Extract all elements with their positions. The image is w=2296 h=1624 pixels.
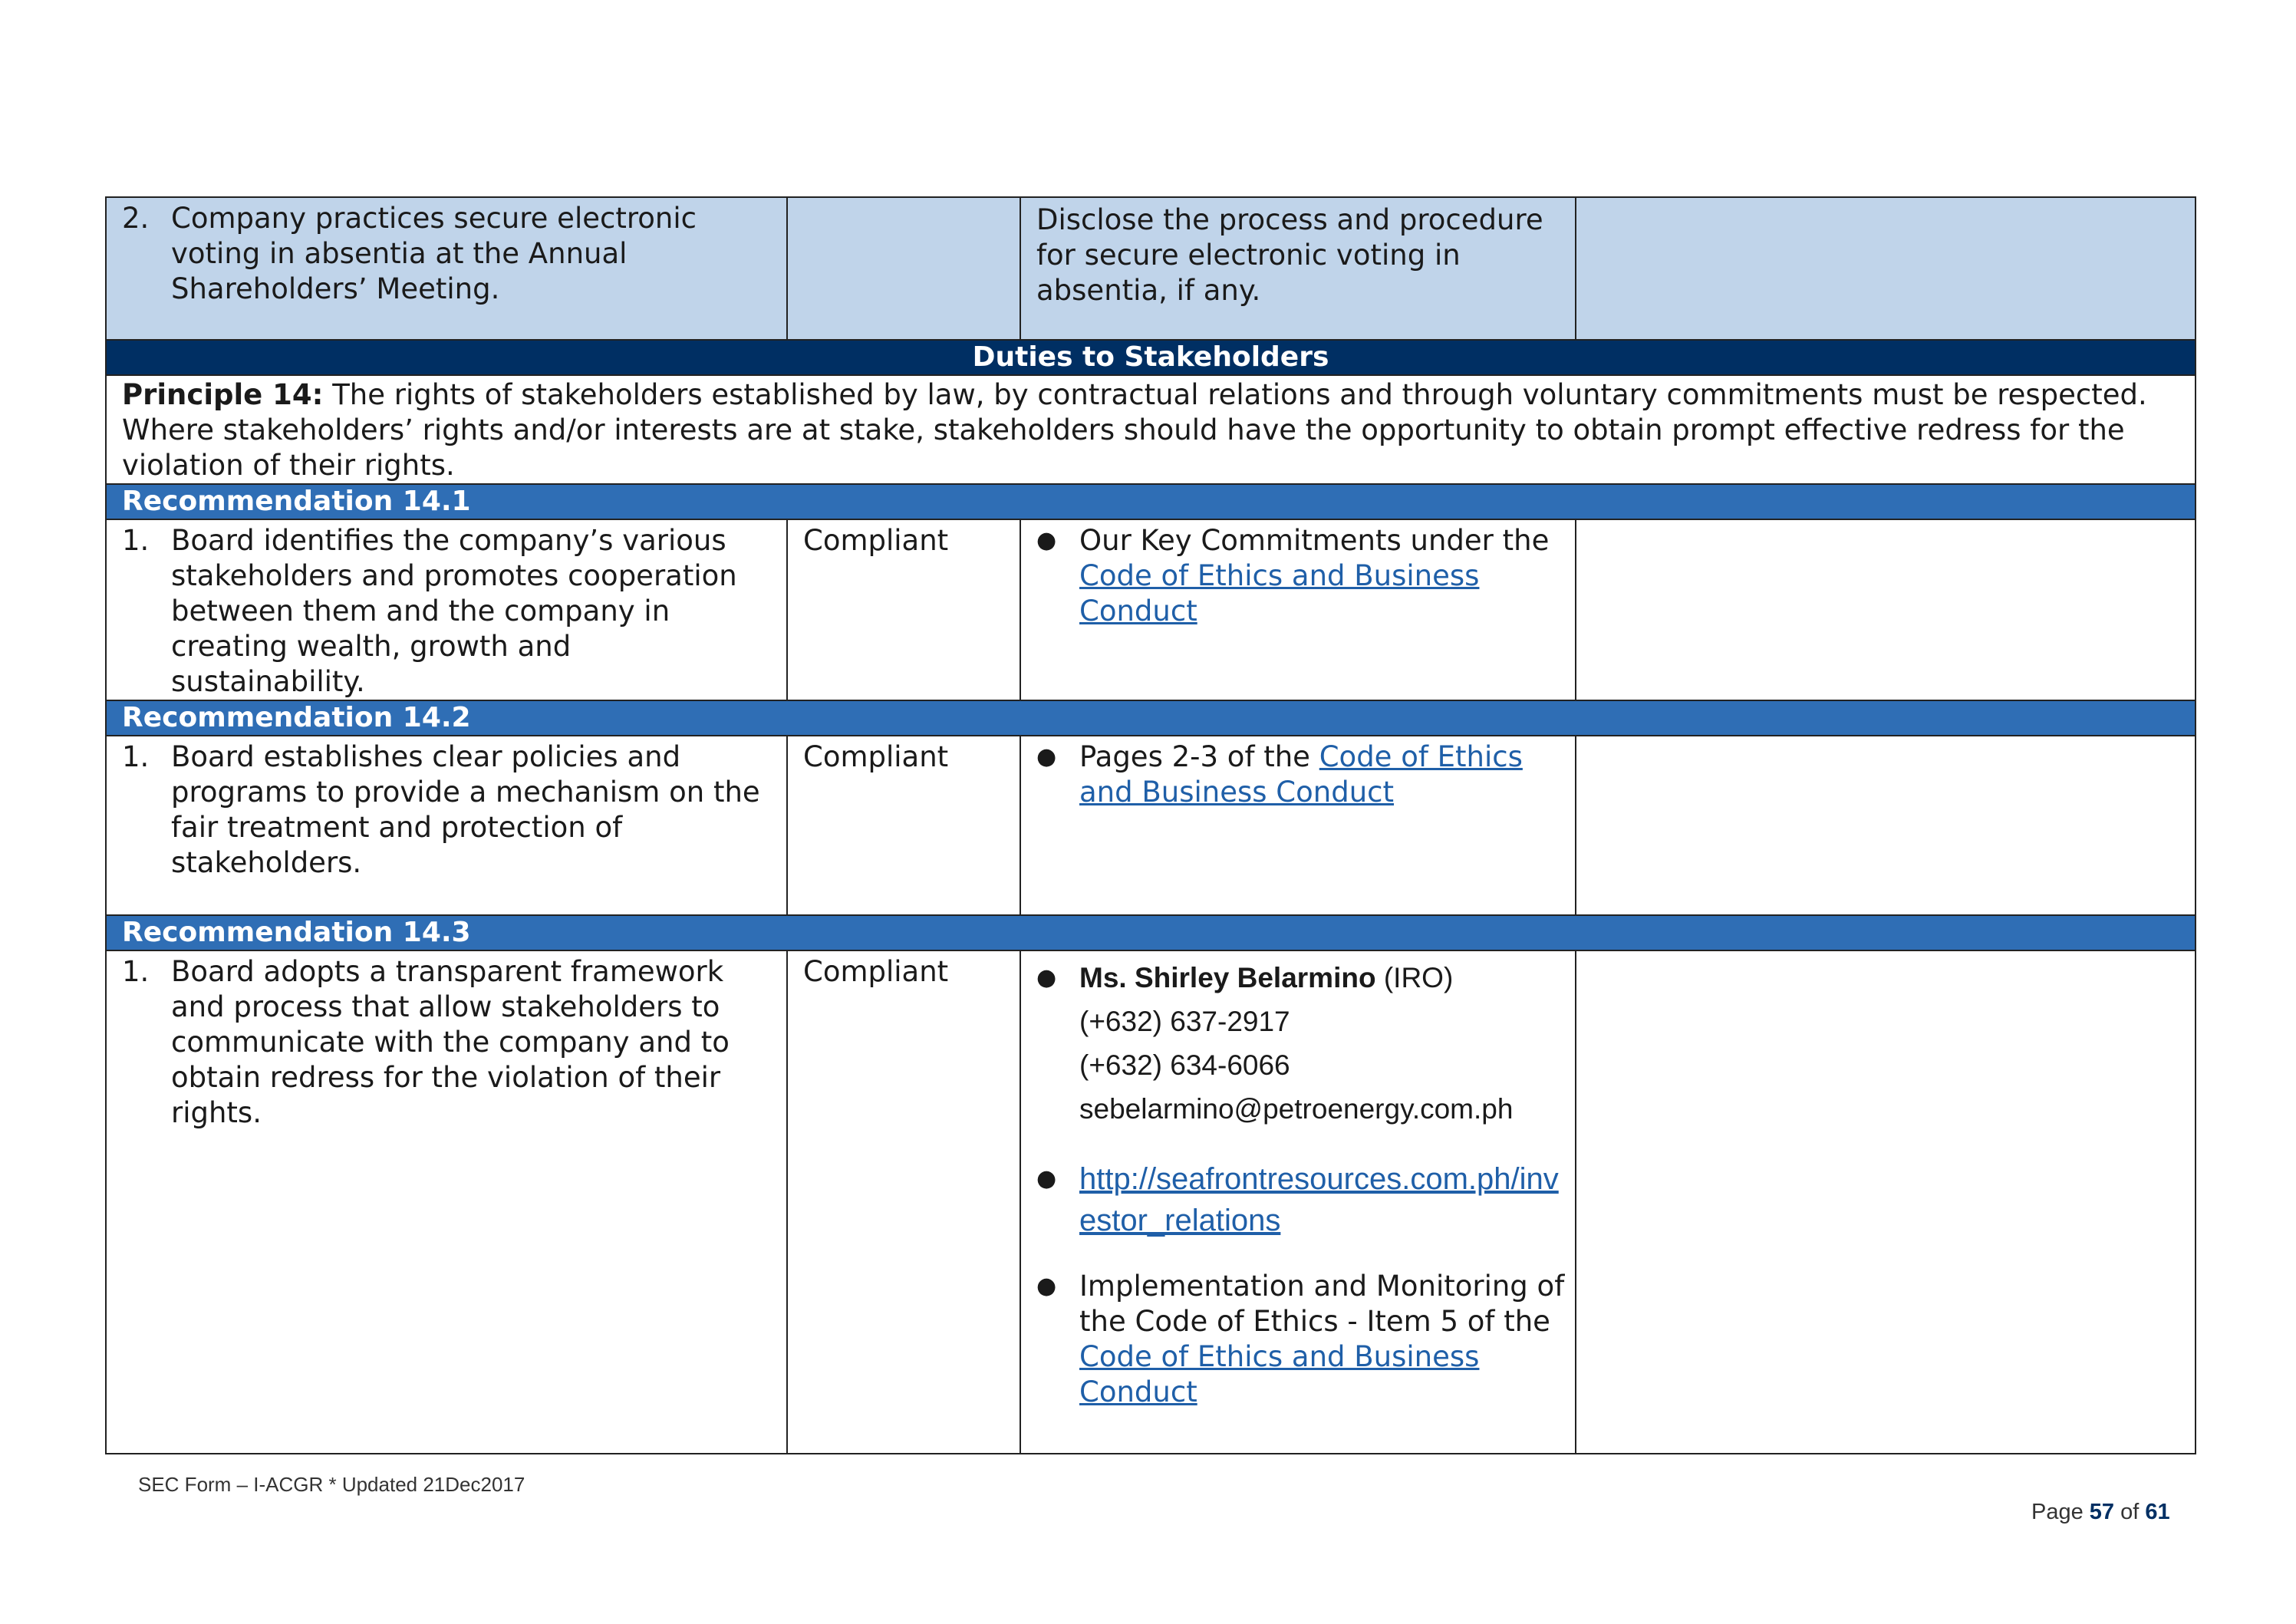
explanation-cell: [1576, 197, 2196, 340]
bullet-icon: ●: [1036, 743, 1057, 770]
evidence-cell: [1020, 519, 1576, 700]
recommendation-title: Recommendation 14.3: [106, 915, 2196, 950]
item-text: Board adopts a transparent framework and process that allow stakeholders to communicate with the company and to obtain redress for the violation of their rights.: [171, 955, 730, 1129]
recommendation-cell: [106, 736, 787, 915]
code-of-ethics-link[interactable]: Code of Ethics and Business Conduct: [1079, 740, 1523, 809]
evidence-item-url: [1036, 1158, 1567, 1241]
item-number: 1.: [122, 955, 150, 988]
evidence-cell: [1020, 950, 1576, 1454]
section-header: Duties to Stakeholders: [106, 340, 2196, 375]
status-cell: [787, 950, 1020, 1454]
recommendation-cell: [106, 519, 787, 700]
status-text: Compliant: [803, 955, 949, 988]
phone-2: (+632) 634-6066: [1079, 1049, 1290, 1081]
bullet-icon: ●: [1036, 1165, 1057, 1192]
recommendation-cell: [106, 950, 787, 1454]
section-header-row: [106, 340, 2196, 375]
recommendation-title: Recommendation 14.1: [106, 484, 2196, 519]
item-text: Company practices secure electronic voting in absentia at the Annual Shareholders’ Meeting.: [171, 202, 697, 305]
row-rec-14-3: [106, 950, 2196, 1454]
recommendation-cell: [106, 197, 787, 340]
status-text: Compliant: [803, 740, 949, 773]
item-number: 1.: [122, 524, 150, 557]
status-cell: [787, 519, 1020, 700]
principle-cell: [106, 375, 2196, 484]
page-number: Page 57 of 61: [2031, 1500, 2170, 1524]
row-rec-14-1: [106, 519, 2196, 700]
recommendation-title: Recommendation 14.2: [106, 700, 2196, 736]
contact-name: Ms. Shirley Belarmino: [1079, 962, 1376, 993]
evidence-text: Disclose the process and procedure for secure electronic voting in absentia, if any.: [1036, 203, 1543, 307]
recommendation-header-14-3: [106, 915, 2196, 950]
item-text: Board identifies the company’s various stakeholders and promotes cooperation between them and the company in creating wealth, growth and sustainability.: [171, 524, 737, 698]
item-number: 2.: [122, 202, 150, 235]
contact-email: sebelarmino@petroenergy.com.ph: [1079, 1093, 1514, 1125]
principle-row: [106, 375, 2196, 484]
bullet-icon: ●: [1036, 527, 1057, 554]
code-of-ethics-link[interactable]: Code of Ethics and Business Conduct: [1079, 559, 1480, 628]
evidence-item-implementation: ● Implementation and Monitoring of the Code of Ethics - Item 5 of the Code of Ethics and Business Conduct: [1036, 1270, 1565, 1408]
item-text: Board establishes clear policies and programs to provide a mechanism on the fair treatment and protection of stakeholders.: [171, 740, 760, 879]
phone-1: (+632) 637-2917: [1079, 1006, 1290, 1037]
bullet-icon: ●: [1036, 964, 1057, 991]
evidence-cell: [1020, 736, 1576, 915]
code-of-ethics-link[interactable]: Code of Ethics and Business Conduct: [1079, 1340, 1480, 1408]
evidence-item: ● Pages 2-3 of the Code of Ethics and Business Conduct: [1036, 740, 1523, 809]
explanation-cell: [1576, 519, 2196, 700]
principle-label: Principle 14:: [122, 378, 324, 411]
item-number: 1.: [122, 740, 150, 773]
row-rec-14-2: [106, 736, 2196, 915]
contact-role: (IRO): [1375, 962, 1454, 993]
explanation-cell: [1576, 950, 2196, 1454]
evidence-cell: [1020, 197, 1576, 340]
recommendation-header-14-1: [106, 484, 2196, 519]
investor-relations-link[interactable]: http://seafrontresources.com.ph/investor_relations: [1079, 1162, 1559, 1237]
row-electronic-voting: [106, 197, 2196, 340]
status-cell: [787, 197, 1020, 340]
bullet-icon: ●: [1036, 1273, 1057, 1300]
acgr-table: [105, 196, 2196, 1454]
recommendation-header-14-2: [106, 700, 2196, 736]
principle-text: The rights of stakeholders established by law, by contractual relations and through voluntary commitments must be respected. Where stakeholders’ rights and/or interests are at stake, stakeholders should have the opportunity to obtain prompt effective redress for the violation of their rights.: [122, 378, 2147, 482]
evidence-item-contact: [1036, 956, 1567, 1131]
footer-form-label: SEC Form – I-ACGR * Updated 21Dec2017: [138, 1473, 525, 1496]
evidence-item: ● Our Key Commitments under the Code of Ethics and Business Conduct: [1036, 524, 1550, 628]
status-cell: [787, 736, 1020, 915]
status-text: Compliant: [803, 524, 949, 557]
explanation-cell: [1576, 736, 2196, 915]
